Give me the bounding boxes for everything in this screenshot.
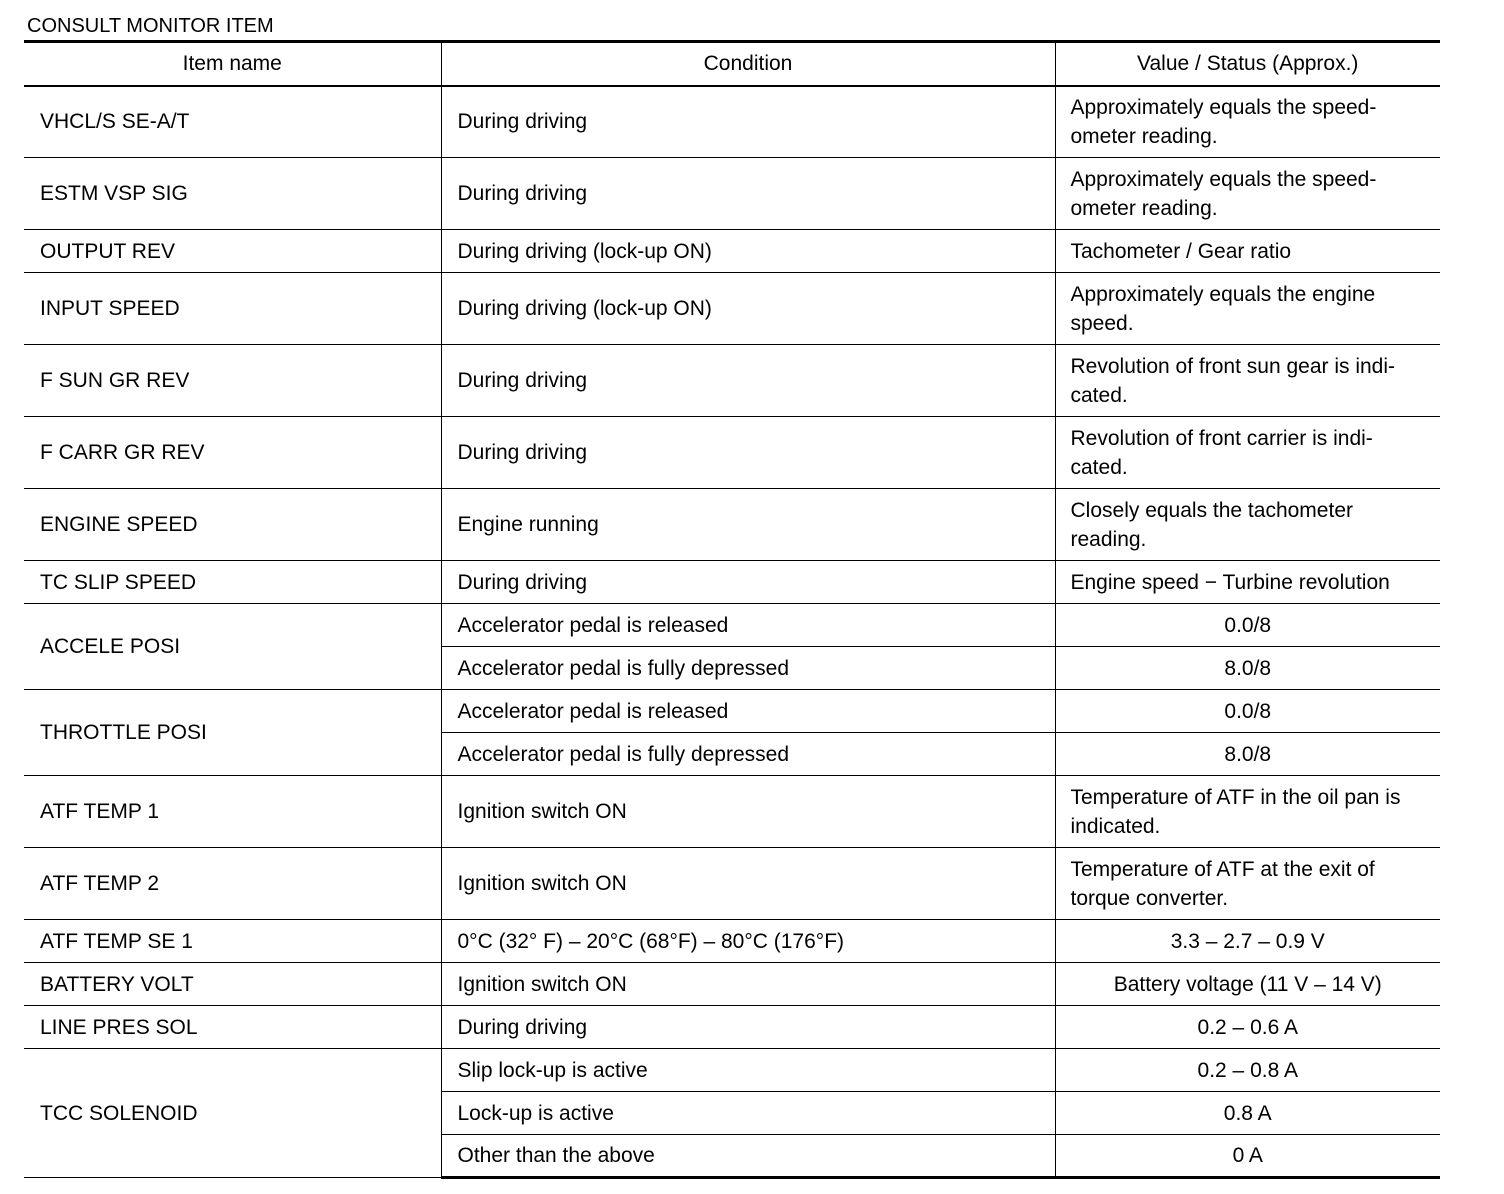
header-condition: Condition bbox=[441, 42, 1055, 86]
table-header-row bbox=[24, 42, 1440, 86]
value-cell: 3.3 – 2.7 – 0.9 V bbox=[1055, 920, 1440, 963]
condition-cell: Ignition switch ON bbox=[441, 776, 1055, 848]
table-row bbox=[24, 963, 1440, 1006]
table-row bbox=[24, 86, 1440, 158]
item-name: TC SLIP SPEED bbox=[24, 561, 441, 604]
value-cell: 0.0/8 bbox=[1055, 690, 1440, 733]
condition-cell: Accelerator pedal is fully depressed bbox=[441, 647, 1055, 690]
condition-cell: Accelerator pedal is fully depressed bbox=[441, 733, 1055, 776]
table-row bbox=[24, 489, 1440, 561]
value-cell: Temperature of ATF at the exit of torque converter. bbox=[1055, 848, 1440, 920]
item-name: TCC SOLENOID bbox=[24, 1049, 441, 1178]
item-name: ATF TEMP SE 1 bbox=[24, 920, 441, 963]
item-name: INPUT SPEED bbox=[24, 273, 441, 345]
table-row bbox=[24, 776, 1440, 848]
value-cell: Temperature of ATF in the oil pan is indicated. bbox=[1055, 776, 1440, 848]
condition-cell: During driving (lock-up ON) bbox=[441, 230, 1055, 273]
value-cell: Approximately equals the speed- ometer reading. bbox=[1055, 158, 1440, 230]
table-row bbox=[24, 690, 1440, 733]
table-row bbox=[24, 230, 1440, 273]
condition-cell: Slip lock-up is active bbox=[441, 1049, 1055, 1092]
item-name: THROTTLE POSI bbox=[24, 690, 441, 776]
item-name: F CARR GR REV bbox=[24, 417, 441, 489]
table-row bbox=[24, 604, 1440, 647]
table-row bbox=[24, 848, 1440, 920]
page-title: CONSULT MONITOR ITEM bbox=[27, 15, 274, 37]
item-name: ESTM VSP SIG bbox=[24, 158, 441, 230]
condition-cell: During driving bbox=[441, 345, 1055, 417]
condition-cell: During driving bbox=[441, 417, 1055, 489]
header-item-name: Item name bbox=[24, 42, 441, 86]
condition-cell: Accelerator pedal is released bbox=[441, 690, 1055, 733]
item-name: ACCELE POSI bbox=[24, 604, 441, 690]
condition-cell: During driving bbox=[441, 561, 1055, 604]
condition-cell: Ignition switch ON bbox=[441, 963, 1055, 1006]
value-cell: 0.2 – 0.6 A bbox=[1055, 1006, 1440, 1049]
item-name: ENGINE SPEED bbox=[24, 489, 441, 561]
value-cell: Revolution of front sun gear is indi- cated. bbox=[1055, 345, 1440, 417]
table-row bbox=[24, 1049, 1440, 1092]
table-row bbox=[24, 158, 1440, 230]
header-value-status: Value / Status (Approx.) bbox=[1055, 42, 1440, 86]
value-cell: Approximately equals the engine speed. bbox=[1055, 273, 1440, 345]
item-name: BATTERY VOLT bbox=[24, 963, 441, 1006]
table-row bbox=[24, 273, 1440, 345]
table-row bbox=[24, 345, 1440, 417]
item-name: LINE PRES SOL bbox=[24, 1006, 441, 1049]
table-row bbox=[24, 920, 1440, 963]
value-cell: Closely equals the tachometer reading. bbox=[1055, 489, 1440, 561]
condition-cell: During driving (lock-up ON) bbox=[441, 273, 1055, 345]
value-cell: Battery voltage (11 V – 14 V) bbox=[1055, 963, 1440, 1006]
item-name: ATF TEMP 1 bbox=[24, 776, 441, 848]
value-cell: Tachometer / Gear ratio bbox=[1055, 230, 1440, 273]
table-row bbox=[24, 1006, 1440, 1049]
table-body bbox=[24, 86, 1440, 1178]
item-name: ATF TEMP 2 bbox=[24, 848, 441, 920]
condition-cell: During driving bbox=[441, 1006, 1055, 1049]
value-cell: 0.0/8 bbox=[1055, 604, 1440, 647]
value-cell: 0.2 – 0.8 A bbox=[1055, 1049, 1440, 1092]
item-name: OUTPUT REV bbox=[24, 230, 441, 273]
condition-cell: 0°C (32° F) – 20°C (68°F) – 80°C (176°F) bbox=[441, 920, 1055, 963]
condition-cell: During driving bbox=[441, 86, 1055, 158]
value-cell: Approximately equals the speed- ometer reading. bbox=[1055, 86, 1440, 158]
value-cell: Revolution of front carrier is indi- cated. bbox=[1055, 417, 1440, 489]
condition-cell: Ignition switch ON bbox=[441, 848, 1055, 920]
value-cell: 0.8 A bbox=[1055, 1092, 1440, 1135]
item-name: VHCL/S SE-A/T bbox=[24, 86, 441, 158]
value-cell: 0 A bbox=[1055, 1135, 1440, 1178]
value-cell: 8.0/8 bbox=[1055, 733, 1440, 776]
condition-cell: Accelerator pedal is released bbox=[441, 604, 1055, 647]
table-row bbox=[24, 417, 1440, 489]
value-cell: Engine speed − Turbine revolution bbox=[1055, 561, 1440, 604]
item-name: F SUN GR REV bbox=[24, 345, 441, 417]
value-cell: 8.0/8 bbox=[1055, 647, 1440, 690]
condition-cell: Other than the above bbox=[441, 1135, 1055, 1178]
monitor-item-table bbox=[24, 40, 1440, 1179]
condition-cell: Engine running bbox=[441, 489, 1055, 561]
condition-cell: Lock-up is active bbox=[441, 1092, 1055, 1135]
table-row bbox=[24, 561, 1440, 604]
condition-cell: During driving bbox=[441, 158, 1055, 230]
